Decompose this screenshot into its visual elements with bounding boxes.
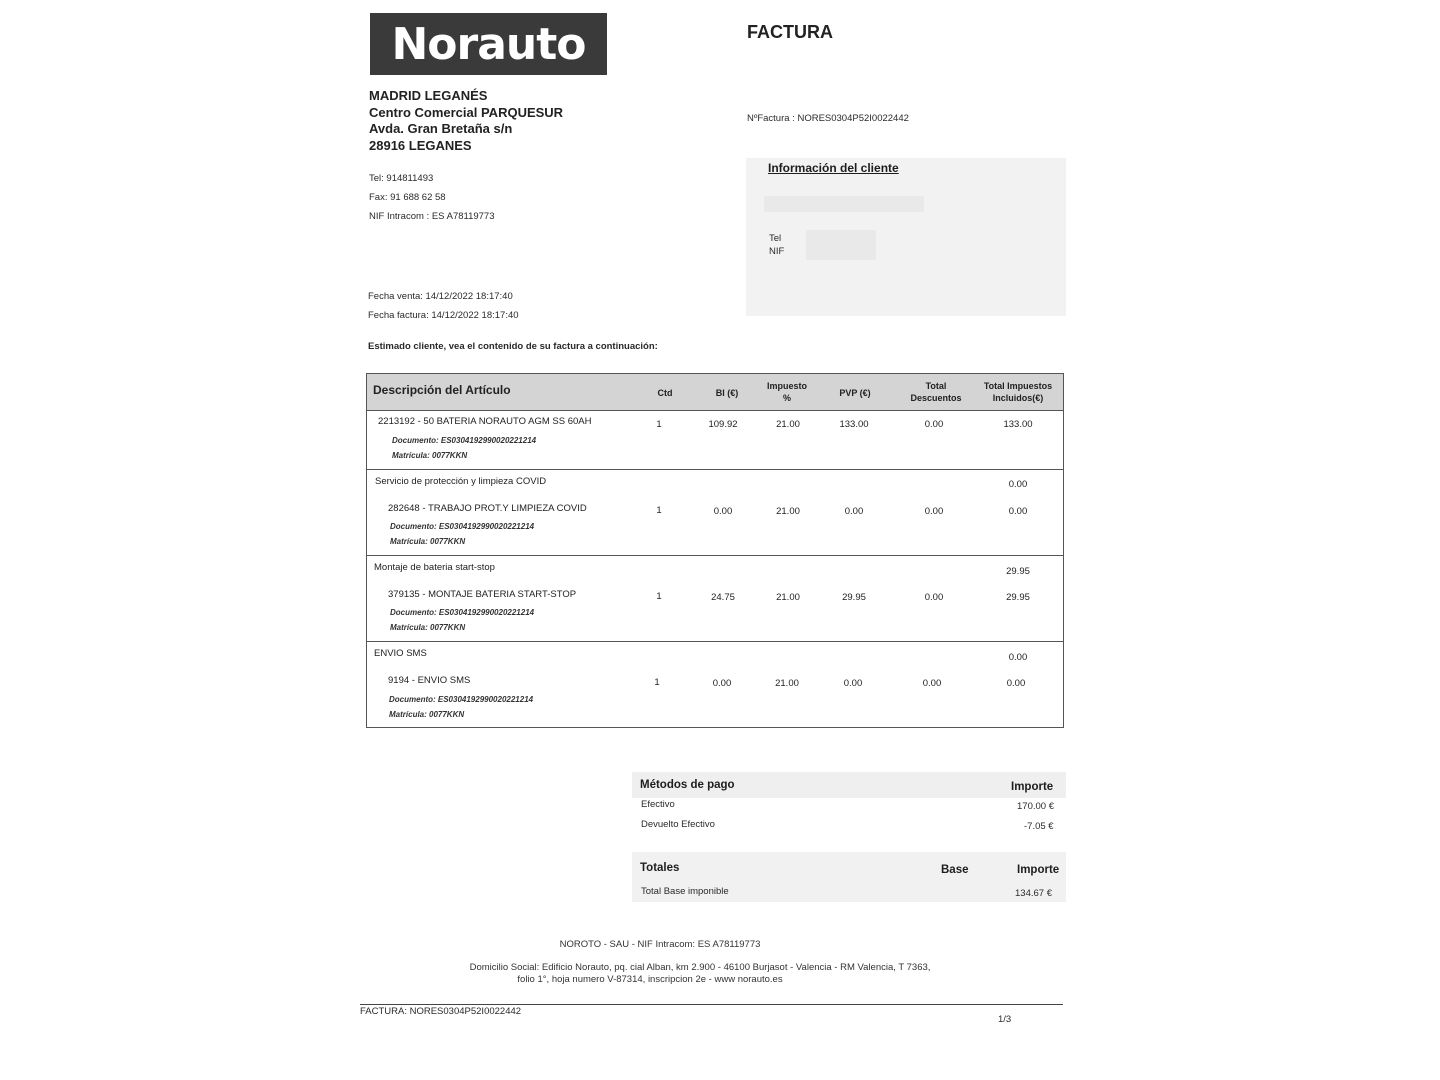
- section-title: Montaje de bateria start-stop: [374, 562, 495, 573]
- item-description: 379135 - MONTAJE BATERIA START-STOP: [388, 589, 577, 600]
- item-plate: Matrícula: 0077KKN: [389, 710, 465, 719]
- item-qty: 1: [654, 677, 660, 688]
- col-tax-line1: Impuesto: [766, 381, 807, 391]
- store-address: [369, 88, 563, 154]
- store-city: 28916 LEGANES: [369, 137, 472, 153]
- item-plate: Matrícula: 0077KKN: [390, 537, 466, 546]
- company-logo: [370, 13, 607, 75]
- col-discounts: [901, 380, 971, 404]
- col-tax-line2: %: [782, 393, 791, 403]
- item-tax: 21.00: [776, 506, 800, 517]
- store-tel: Tel: 914811493: [369, 173, 434, 184]
- total-base-label: Total Base imponible: [641, 886, 729, 897]
- payment-method-change: Devuelto Efectivo: [641, 819, 715, 830]
- item-plate: Matrícula: 0077KKN: [392, 451, 468, 460]
- total-base-amount: 134.67 €: [1015, 888, 1052, 899]
- item-tax: 21.00: [775, 678, 799, 689]
- payment-header: Métodos de pago: [640, 779, 735, 791]
- payment-amount-header: Importe: [1011, 781, 1054, 793]
- section-divider: [367, 555, 1063, 556]
- section-subtotal: 0.00: [1008, 479, 1028, 490]
- section-title: ENVIO SMS: [374, 648, 427, 659]
- logo-text: Norauto: [391, 18, 586, 70]
- item-bi: 109.92: [708, 419, 738, 430]
- client-info-box: [746, 158, 1066, 316]
- payment-method-cash: Efectivo: [641, 799, 675, 810]
- item-description: 9194 - ENVIO SMS: [388, 675, 471, 686]
- item-total: 0.00: [1008, 506, 1028, 517]
- item-bi: 0.00: [713, 506, 733, 517]
- col-discounts-line1: Total: [925, 381, 947, 391]
- section-divider: [367, 641, 1063, 642]
- item-document: Documento: ES0304192990020221214: [390, 608, 535, 617]
- section-title: Servicio de protección y limpieza COVID: [375, 476, 547, 487]
- item-discount: 0.00: [924, 506, 944, 517]
- totals-base-header: Base: [941, 864, 969, 876]
- section-subtotal: 0.00: [1008, 652, 1028, 663]
- item-pvp: 133.00: [839, 419, 869, 430]
- col-pvp: PVP (€): [839, 388, 871, 398]
- item-tax: 21.00: [776, 419, 800, 430]
- store-name: MADRID LEGANÉS: [369, 88, 488, 103]
- totals-amount-header: Importe: [1017, 864, 1060, 876]
- section-divider: [367, 469, 1063, 470]
- sale-date: Fecha venta: 14/12/2022 18:17:40: [368, 291, 513, 302]
- item-plate: Matrícula: 0077KKN: [390, 623, 466, 632]
- payment-amount-change: -7.05 €: [1024, 821, 1054, 832]
- client-nif-label: NIF: [769, 246, 785, 257]
- item-total: 133.00: [1003, 419, 1033, 430]
- redacted-name: [764, 196, 924, 212]
- totals-header: Totales: [640, 862, 680, 874]
- col-bi: BI (€): [715, 388, 739, 398]
- item-bi: 0.00: [712, 678, 732, 689]
- item-tax: 21.00: [776, 592, 800, 603]
- store-nif: NIF Intracom : ES A78119773: [369, 211, 495, 222]
- item-qty: 1: [656, 505, 662, 516]
- item-pvp: 0.00: [844, 506, 864, 517]
- item-discount: 0.00: [924, 419, 944, 430]
- item-qty: 1: [656, 419, 662, 430]
- col-total-line2: Incluidos(€): [992, 393, 1044, 403]
- item-document: Documento: ES0304192990020221214: [389, 695, 534, 704]
- col-total-line1: Total Impuestos: [983, 381, 1053, 391]
- item-pvp: 29.95: [842, 592, 866, 603]
- item-pvp: 0.00: [843, 678, 863, 689]
- item-qty: 1: [656, 591, 662, 602]
- item-discount: 0.00: [922, 678, 942, 689]
- document-title: FACTURA: [747, 22, 833, 42]
- item-bi: 24.75: [711, 592, 735, 603]
- footer-rule: [360, 1004, 1063, 1005]
- client-info-header: Información del cliente: [768, 161, 899, 175]
- footer-company: NOROTO - SAU - NIF Intracom: ES A78119773: [559, 939, 761, 950]
- item-discount: 0.00: [924, 592, 944, 603]
- client-tel-label: Tel: [769, 233, 782, 244]
- col-total: [973, 380, 1063, 404]
- footer-registry: folio 1°, hoja numero V-87314, inscripcion 2e - www norauto.es: [517, 974, 783, 985]
- invoice-date: Fecha factura: 14/12/2022 18:17:40: [368, 310, 519, 321]
- item-description: 2213192 - 50 BATERIA NORAUTO AGM SS 60AH: [378, 416, 592, 427]
- col-description: Descripción del Artículo: [373, 383, 511, 397]
- item-total: 0.00: [1006, 678, 1026, 689]
- item-document: Documento: ES0304192990020221214: [392, 436, 537, 445]
- intro-text: Estimado cliente, vea el contenido de su factura a continuación:: [368, 341, 658, 352]
- footer-invoice-ref: FACTURA: NORES0304P52I0022442: [360, 1006, 522, 1017]
- store-fax: Fax: 91 688 62 58: [369, 192, 446, 203]
- store-street: Avda. Gran Bretaña s/n: [369, 121, 513, 136]
- store-center: Centro Comercial PARQUESUR: [369, 104, 564, 120]
- item-total: 29.95: [1006, 592, 1030, 603]
- table-header: [367, 374, 1063, 411]
- item-description: 282648 - TRABAJO PROT.Y LIMPIEZA COVID: [388, 503, 587, 514]
- redacted-contact: [806, 230, 876, 260]
- col-discounts-line2: Descuentos: [910, 393, 962, 403]
- item-document: Documento: ES0304192990020221214: [390, 522, 535, 531]
- col-tax: [757, 380, 817, 404]
- section-subtotal: 29.95: [1006, 566, 1030, 577]
- items-table: [366, 373, 1064, 728]
- page-number: 1/3: [998, 1014, 1012, 1025]
- footer-address: Domicilio Social: Edificio Norauto, pq. cial Alban, km 2.900 - 46100 Burjasot - Valencia - RM Valencia, T 7363,: [469, 962, 931, 973]
- col-qty: Ctd: [657, 388, 673, 398]
- payment-amount-cash: 170.00 €: [1017, 801, 1054, 812]
- invoice-number: NºFactura : NORES0304P52I0022442: [747, 113, 909, 124]
